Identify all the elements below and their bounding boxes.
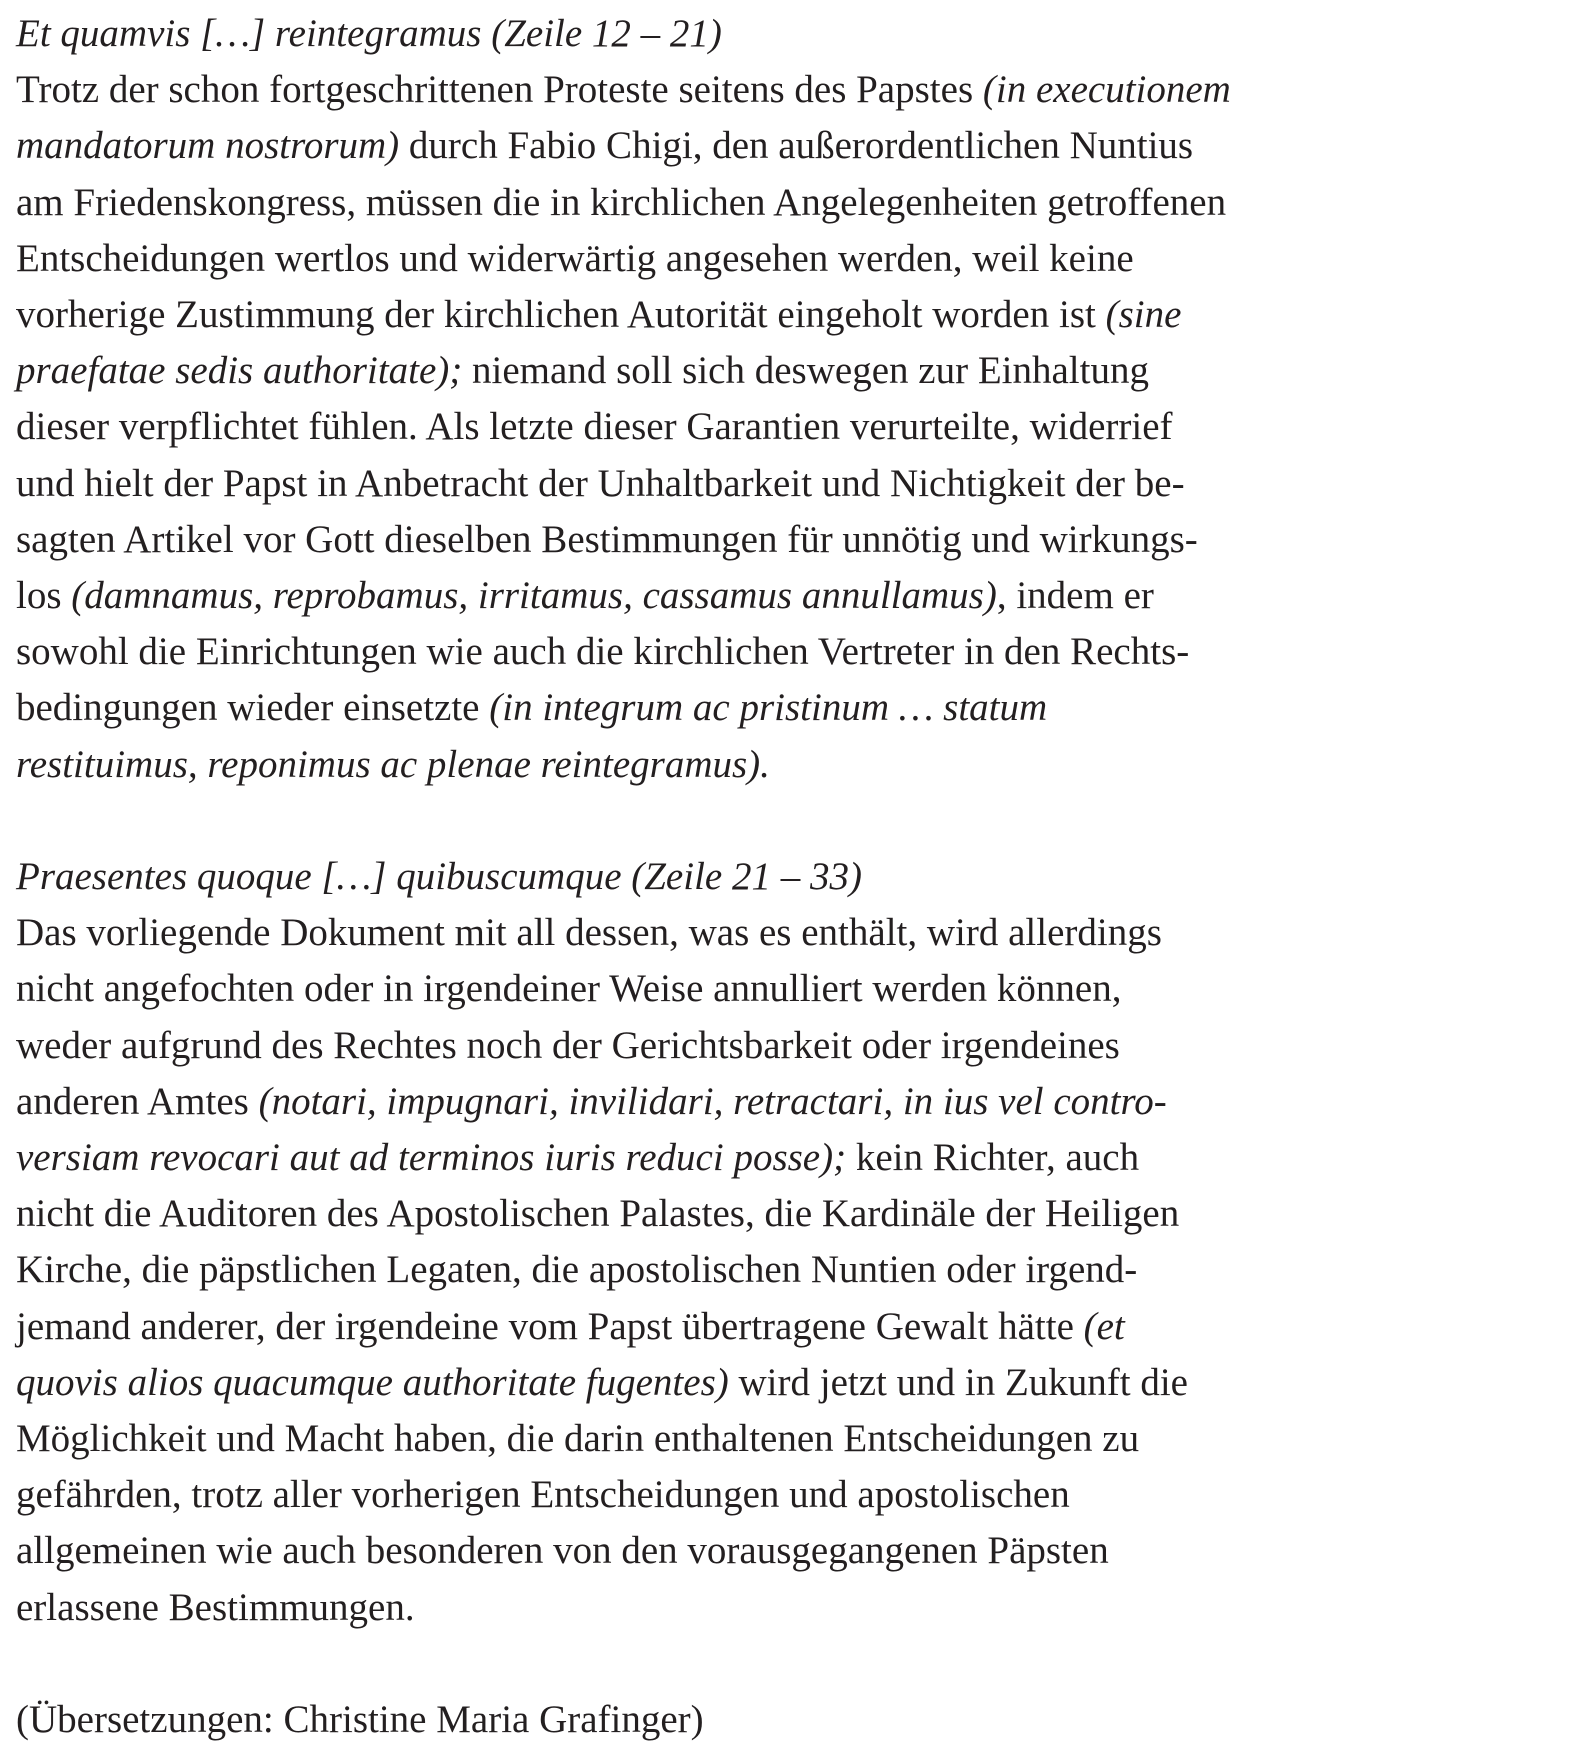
text-run: nicht die Auditoren des Apostolischen Palastes, die Kardinäle der Heiligen xyxy=(16,1192,1180,1236)
text-line xyxy=(16,512,1576,568)
section-1-heading: Et quamvis […] reintegramus (Zeile 12 – 21) xyxy=(16,12,722,55)
text-run: dieser verpflichtet fühlen. Als letzte dieser Garantien verurteilte, widerrief xyxy=(16,405,1173,449)
text-line xyxy=(16,1018,1576,1074)
text-run: Trotz der schon fortgeschrittenen Proteste seitens des Papstes xyxy=(16,68,983,112)
document-page xyxy=(16,6,1576,1748)
text-line xyxy=(16,1467,1576,1523)
section-2 xyxy=(16,849,1576,1636)
text-line xyxy=(16,1299,1576,1355)
text-line xyxy=(16,1523,1576,1579)
paragraph-gap xyxy=(16,793,1576,849)
text-line xyxy=(16,62,1576,118)
text-run: Das vorliegende Dokument mit all dessen, was es enthält, wird allerdings xyxy=(16,911,1162,955)
section-2-heading: Praesentes quoque […] quibuscumque (Zeile 21 – 33) xyxy=(16,855,862,899)
text-line xyxy=(16,680,1576,736)
text-run: Kirche, die päpstlichen Legaten, die apostolischen Nuntien oder irgend- xyxy=(16,1248,1138,1292)
text-line xyxy=(16,287,1576,343)
text-run: niemand soll sich deswegen zur Einhaltung xyxy=(462,349,1149,393)
text-run: durch Fabio Chigi, den außerordentlichen Nuntius xyxy=(399,124,1194,168)
text-run: Entscheidungen wertlos und widerwärtig angesehen werden, weil keine xyxy=(16,236,1134,280)
latin-quote: versiam revocari aut ad terminos iuris reduci posse); xyxy=(16,1136,847,1180)
text-run: , indem er xyxy=(996,574,1154,618)
text-line xyxy=(16,961,1576,1017)
text-run: erlassene Bestimmungen. xyxy=(16,1585,415,1629)
text-line xyxy=(16,1242,1576,1298)
text-line xyxy=(16,175,1576,231)
text-run: weder aufgrund des Rechtes noch der Gerichtsbarkeit oder irgendeines xyxy=(16,1023,1120,1067)
translation-credit: (Übersetzungen: Christine Maria Grafinger) xyxy=(16,1698,704,1742)
text-line xyxy=(16,1580,1576,1636)
text-line xyxy=(16,456,1576,512)
latin-quote: quovis alios quacumque authoritate fugentes) xyxy=(16,1360,729,1404)
latin-quote: (notari, impugnari, invilidari, retractari, in ius vel contro- xyxy=(258,1079,1167,1123)
text-run: Möglichkeit und Macht haben, die darin enthaltenen Entscheidungen zu xyxy=(16,1417,1140,1461)
text-run: sagten Artikel vor Gott dieselben Bestimmungen für unnötig und wirkungs- xyxy=(16,517,1198,561)
paragraph-gap xyxy=(16,1636,1576,1692)
text-run: los xyxy=(16,574,72,618)
text-line xyxy=(16,1074,1576,1130)
text-run: allgemeinen wie auch besonderen von den vorausgegangenen Päpsten xyxy=(16,1529,1109,1573)
text-run: nicht angefochten oder in irgendeiner Weise annulliert werden können, xyxy=(16,967,1122,1011)
text-line xyxy=(16,905,1576,961)
text-run: anderen Amtes xyxy=(16,1079,259,1123)
text-run: jemand anderer, der irgendeine vom Papst übertragene Gewalt hätte xyxy=(16,1304,1084,1348)
text-line xyxy=(16,231,1576,287)
text-run: am Friedenskongress, müssen die in kirchlichen Angelegenheiten getroffenen xyxy=(16,180,1227,224)
text-line xyxy=(16,399,1576,455)
text-run: und hielt der Papst in Anbetracht der Unhaltbarkeit und Nichtigkeit der be- xyxy=(16,461,1185,505)
section-1-body xyxy=(16,62,1576,793)
text-line xyxy=(16,343,1576,399)
section-1 xyxy=(16,6,1576,793)
latin-quote: (sine xyxy=(1105,293,1182,337)
text-line xyxy=(16,1355,1576,1411)
latin-quote: mandatorum nostrorum) xyxy=(16,124,400,168)
text-line xyxy=(16,568,1576,624)
text-run: gefährden, trotz aller vorherigen Entscheidungen und apostolischen xyxy=(16,1473,1070,1517)
section-2-body xyxy=(16,905,1576,1636)
text-line xyxy=(16,118,1576,174)
latin-quote: (et xyxy=(1083,1304,1125,1348)
text-line xyxy=(16,1186,1576,1242)
latin-quote: praefatae sedis authoritate); xyxy=(16,349,463,393)
latin-quote: restituimus, reponimus ac plenae reintegramus). xyxy=(16,742,770,786)
text-run: sowohl die Einrichtungen wie auch die kirchlichen Vertreter in den Rechts- xyxy=(16,630,1190,674)
text-run: bedingungen wieder einsetzte xyxy=(16,686,490,730)
text-run: kein Richter, auch xyxy=(846,1136,1140,1180)
latin-quote: (in integrum ac pristinum … statum xyxy=(489,686,1048,730)
text-run: wird jetzt und in Zukunft die xyxy=(728,1360,1188,1404)
latin-quote: (damnamus, reprobamus, irritamus, cassamus annullamus) xyxy=(71,574,997,618)
text-line xyxy=(16,1411,1576,1467)
text-run: vorherige Zustimmung der kirchlichen Autorität eingeholt worden ist xyxy=(16,293,1106,337)
text-line xyxy=(16,1130,1576,1186)
text-line xyxy=(16,737,1576,793)
latin-quote: (in executionem xyxy=(982,68,1231,112)
text-line xyxy=(16,624,1576,680)
